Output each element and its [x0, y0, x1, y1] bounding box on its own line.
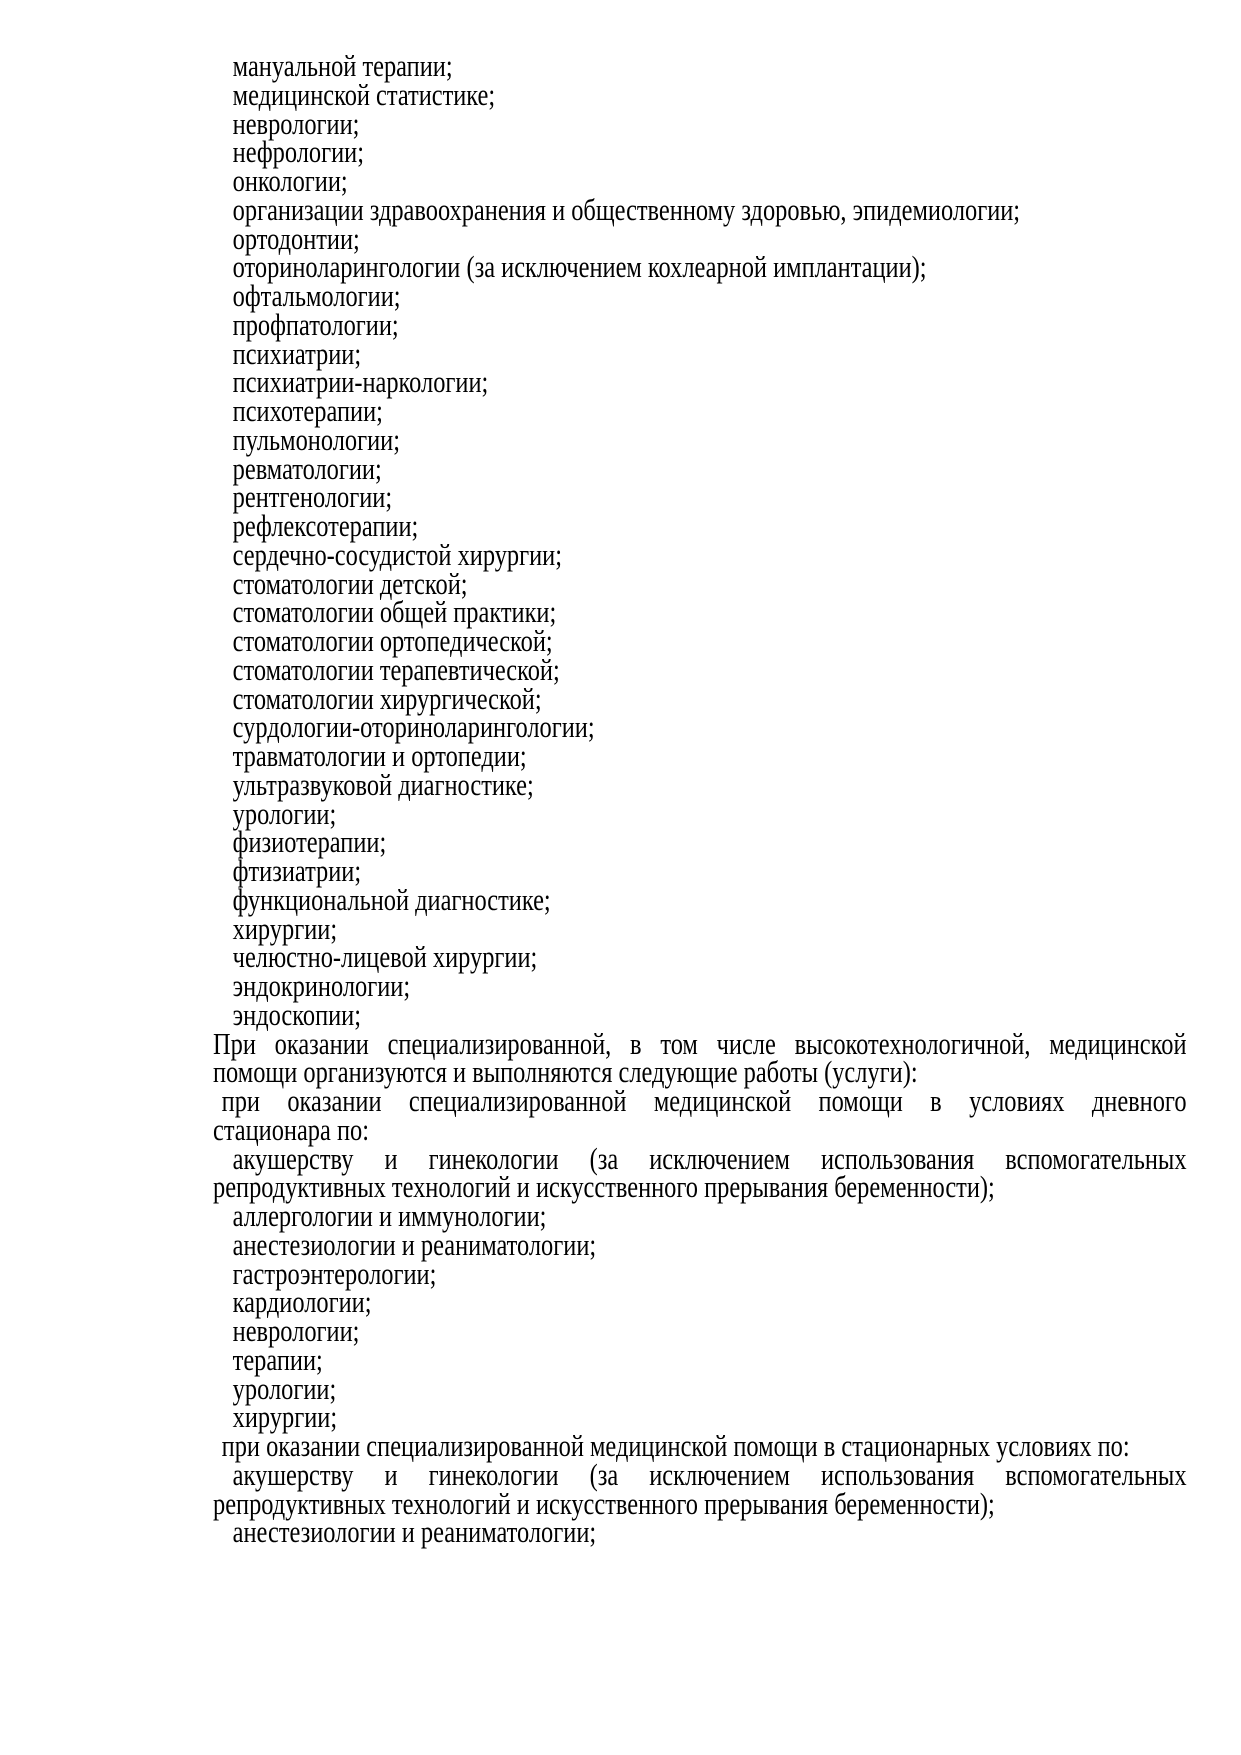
text-line: При оказании специализированной, в том числе высокотехнологичной, медицинской	[213, 1025, 1187, 1061]
text-line: акушерству и гинекологии (за исключением использования вспомогательных	[232, 1140, 1187, 1176]
text-line: нефрологии;	[232, 134, 365, 170]
text-line: медицинской статистике;	[232, 76, 496, 112]
text-line: мануальной терапии;	[232, 48, 453, 83]
document-text-block	[213, 48, 1187, 1550]
text-line: кардиологии;	[232, 1284, 372, 1320]
text-line: аллергологии и иммунологии;	[232, 1198, 547, 1233]
text-line: онкологии;	[232, 163, 348, 198]
text-line: акушерству и гинекологии (за исключением использования вспомогательных	[232, 1456, 1187, 1492]
text-line: сурдологии-оториноларингологии;	[232, 709, 595, 745]
text-line: урологии;	[232, 795, 337, 831]
text-line: репродуктивных технологий и искусственного прерывания беременности);	[213, 1485, 995, 1521]
text-line: урологии;	[232, 1370, 337, 1406]
text-line: репродуктивных технологий и искусственного прерывания беременности);	[213, 1169, 995, 1205]
text-line: физиотерапии;	[232, 824, 387, 860]
text-line: эндоскопии;	[232, 996, 362, 1032]
text-line: функциональной диагностике;	[232, 881, 551, 917]
text-line: стоматологии ортопедической;	[232, 623, 553, 658]
text-line: фтизиатрии;	[232, 853, 362, 888]
text-line: стоматологии терапевтической;	[232, 651, 560, 687]
text-line: профпатологии;	[232, 306, 399, 342]
text-line: стоматологии детской;	[232, 565, 468, 601]
text-line: гастроэнтерологии;	[232, 1255, 437, 1291]
text-line: при оказании специализированной медицинской помощи в условиях дневного	[221, 1083, 1187, 1118]
text-line: неврологии;	[232, 105, 360, 141]
text-line: неврологии;	[232, 1313, 360, 1348]
text-line: ультразвуковой диагностике;	[232, 766, 534, 802]
text-line: психиатрии;	[232, 335, 362, 371]
text-line: хирургии;	[232, 1399, 338, 1435]
text-line: оториноларингологии (за исключением кохлеарной имплантации);	[232, 249, 927, 285]
text-line: анестезиологии и реаниматологии;	[232, 1514, 597, 1550]
text-line: стационара по:	[213, 1111, 369, 1147]
text-line: стоматологии общей практики;	[232, 594, 557, 630]
text-line: стоматологии хирургической;	[232, 680, 542, 716]
text-line: травматологии и ортопедии;	[232, 738, 527, 773]
text-line: рентгенологии;	[232, 479, 393, 515]
text-line: анестезиологии и реаниматологии;	[232, 1226, 597, 1262]
text-line: ортодонтии;	[232, 220, 360, 256]
text-line: офтальмологии;	[232, 278, 401, 313]
text-line: рефлексотерапии;	[232, 508, 419, 543]
text-line: пульмонологии;	[232, 421, 401, 457]
text-line: челюстно-лицевой хирургии;	[232, 939, 538, 975]
text-line: эндокринологии;	[232, 968, 411, 1003]
text-line: при оказании специализированной медицинской помощи в стационарных условиях по:	[221, 1428, 1130, 1463]
text-line: ревматологии;	[232, 450, 382, 486]
text-line: сердечно-сосудистой хирургии;	[232, 536, 563, 572]
text-line: хирургии;	[232, 910, 338, 946]
text-line: организации здравоохранения и общественному здоровью, эпидемиологии;	[232, 191, 1021, 227]
text-line: терапии;	[232, 1341, 323, 1377]
text-line: помощи организуются и выполняются следующие работы (услуги):	[213, 1054, 918, 1090]
text-line: психиатрии-наркологии;	[232, 364, 489, 400]
text-line: психотерапии;	[232, 393, 383, 428]
